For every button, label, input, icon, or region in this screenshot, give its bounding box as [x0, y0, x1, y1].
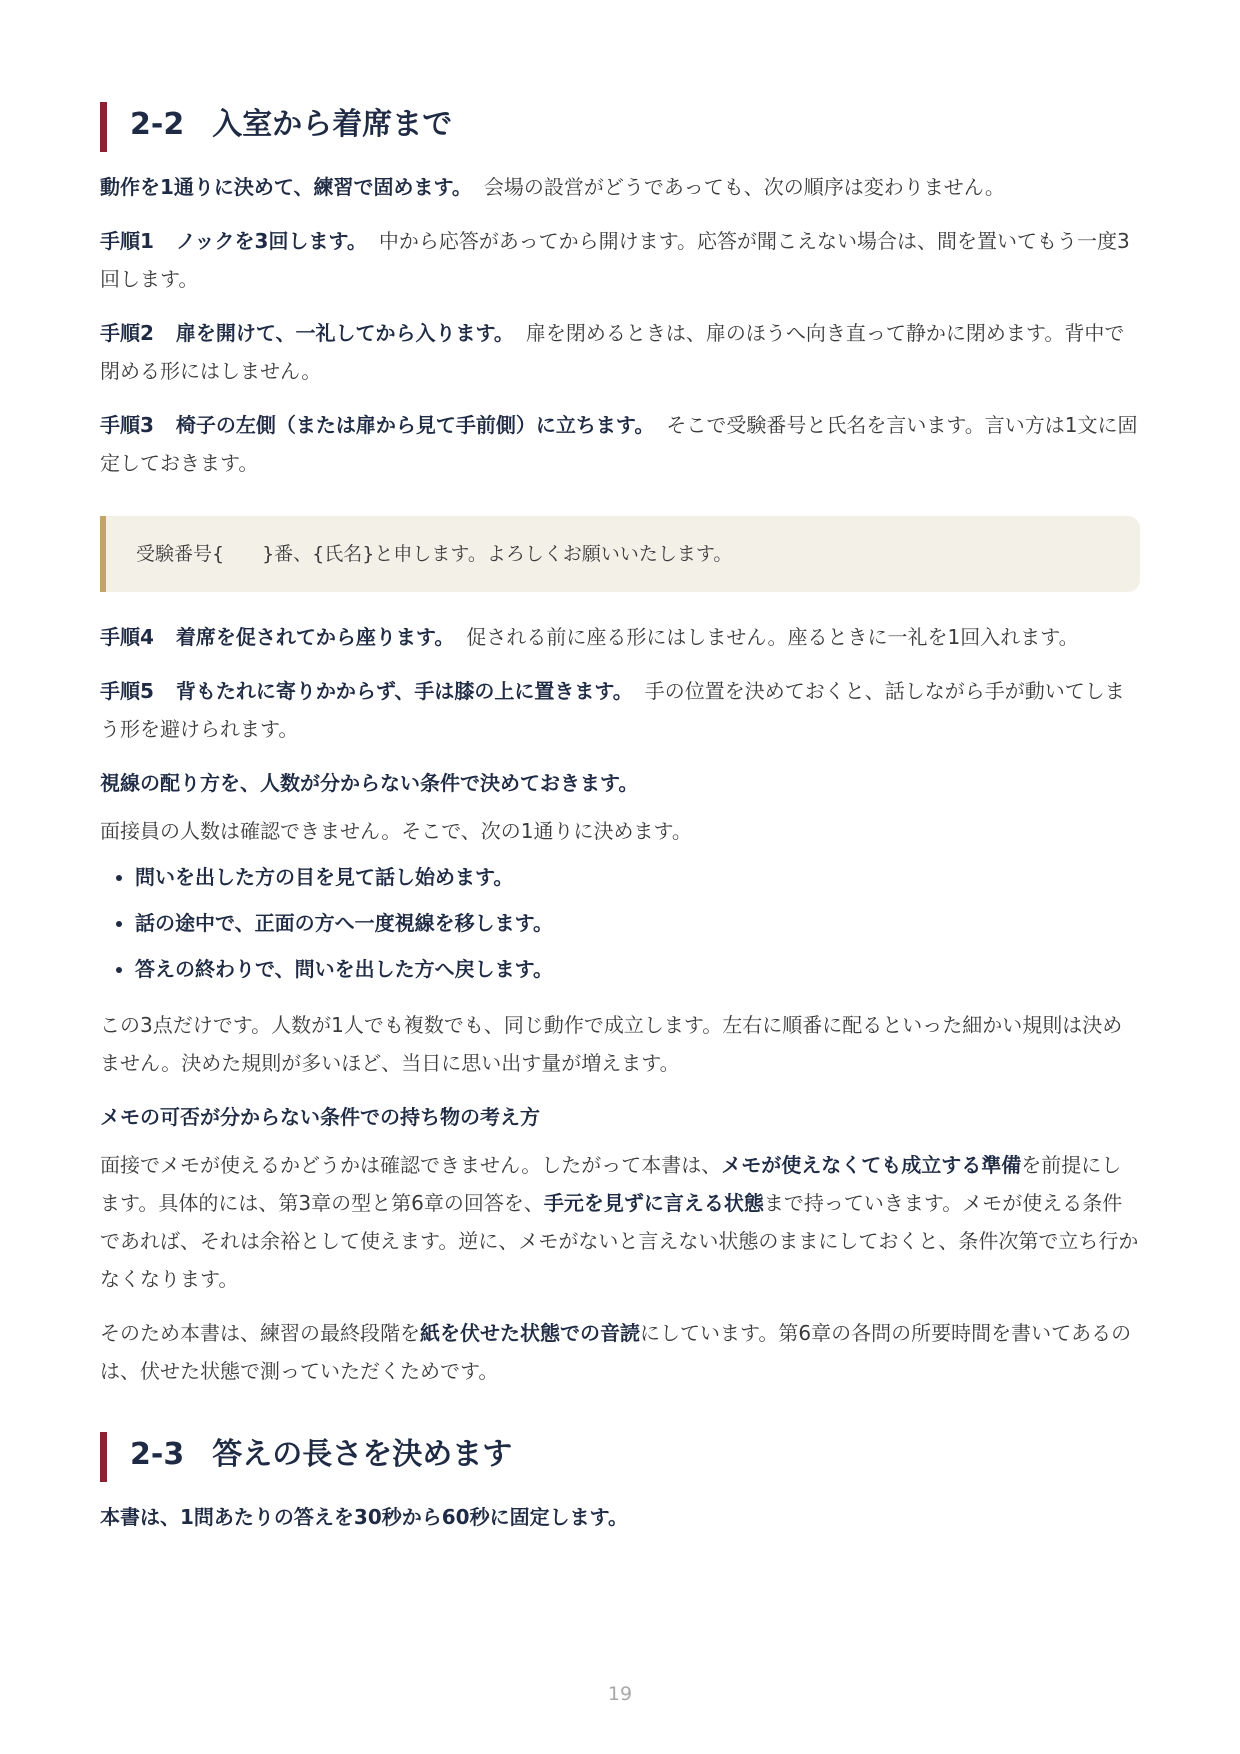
step-text: 促される前に座る形にはしません。座るときに一礼を1回入れます。 [466, 625, 1079, 649]
section-number: 2-3 [130, 1437, 185, 1472]
step-label: 手順5 [100, 679, 154, 703]
step-title: 着席を促されてから座ります。 [175, 625, 455, 649]
emphasis: メモが使えなくても成立する準備 [721, 1153, 1022, 1177]
lead-text: 本書は、1問あたりの答えを30秒から60秒に固定します。 [100, 1505, 628, 1529]
intro-lead: 動作を1通りに決めて、練習で固めます。 [100, 175, 472, 199]
step-label: 手順1 [100, 229, 154, 253]
gaze-heading-text: 視線の配り方を、人数が分からない条件で決めておきます。 [100, 771, 639, 795]
section-title: 答えの長さを決めます [212, 1437, 513, 1472]
step-label: 手順3 [100, 413, 154, 437]
step-label: 手順4 [100, 625, 154, 649]
memo-paragraph-1 [100, 1146, 1140, 1298]
page-number: 19 [607, 1683, 633, 1705]
memo-heading-text: メモの可否が分からない条件での持ち物の考え方 [100, 1105, 540, 1129]
emphasis: 手元を見ずに言える状態 [543, 1191, 764, 1215]
text: まで持っていきます。メモが使える条件であれば、それは余裕として使えます。逆に、メモがないと言えない状態のままにしておくと、条件次第で立ち行かなくなります。 [100, 1191, 1139, 1291]
step-text: 手の位置を決めておくと、話しながら手が動いてしまう形を避けられます。 [100, 679, 1125, 741]
step-1 [100, 222, 1140, 298]
self-introduction-callout [100, 516, 1140, 592]
list-item: • 話の途中で、正面の方へ一度視線を移します。 [135, 908, 1140, 938]
step-title: 背もたれに寄りかからず、手は膝の上に置きます。 [175, 679, 633, 703]
step-2 [100, 314, 1140, 390]
list-item: • 問いを出した方の目を見て話し始めます。 [135, 862, 1140, 892]
emphasis: 紙を伏せた状態での音読 [420, 1321, 640, 1345]
text: 面接でメモが使えるかどうかは確認できません。したがって本書は、 [100, 1153, 722, 1177]
gaze-intro: 面接員の人数は確認できません。そこで、次の1通りに決めます。 [100, 819, 692, 843]
section-number: 2-2 [130, 107, 185, 142]
memo-paragraph-2 [100, 1314, 1140, 1390]
step-5 [100, 672, 1140, 748]
memo-heading [100, 1098, 1140, 1136]
callout-text: 受験番号{ }番、{氏名}と申します。よろしくお願いいたします。 [136, 543, 733, 565]
section-heading-2-3 [100, 1430, 1140, 1480]
text: そのため本書は、練習の最終段階を [100, 1321, 420, 1345]
step-title: 椅子の左側（または扉から見て手前側）に立ちます。 [175, 413, 655, 437]
section-2-3-lead [100, 1498, 1140, 1536]
gaze-bullet-list [100, 862, 1140, 984]
step-title: ノックを3回します。 [175, 229, 367, 253]
gaze-heading [100, 764, 1140, 802]
section-heading-2-2 [100, 100, 1140, 150]
intro-paragraph [100, 168, 1140, 206]
text: を前提にします。具体的には、第3章の型と第6章の回答を、 [100, 1153, 1122, 1215]
step-text: 扉を閉めるときは、扉のほうへ向き直って静かに閉めます。背中で閉める形にはしません。 [100, 321, 1125, 383]
step-text: 中から応答があってから開けます。応答が聞こえない場合は、間を置いてもう一度3回します。 [100, 229, 1130, 291]
text: にしています。第6章の各問の所要時間を書いてあるのは、伏せた状態で測っていただくためです。 [100, 1321, 1132, 1383]
step-label: 手順2 [100, 321, 154, 345]
gaze-outro: この3点だけです。人数が1人でも複数でも、同じ動作で成立します。左右に順番に配るといった細かい規則は決めません。決めた規則が多いほど、当日に思い出す量が増えます。 [100, 1013, 1123, 1075]
section-title: 入室から着席まで [212, 107, 453, 142]
step-title: 扉を開けて、一礼してから入ります。 [175, 321, 514, 345]
step-text: そこで受験番号と氏名を言います。言い方は1文に固定しておきます。 [100, 413, 1138, 475]
intro-text: 会場の設営がどうであっても、次の順序は変わりません。 [483, 175, 1005, 199]
document-page [100, 100, 1140, 1552]
step-4 [100, 618, 1140, 656]
step-3 [100, 406, 1140, 482]
list-item: • 答えの終わりで、問いを出した方へ戻します。 [135, 954, 1140, 984]
